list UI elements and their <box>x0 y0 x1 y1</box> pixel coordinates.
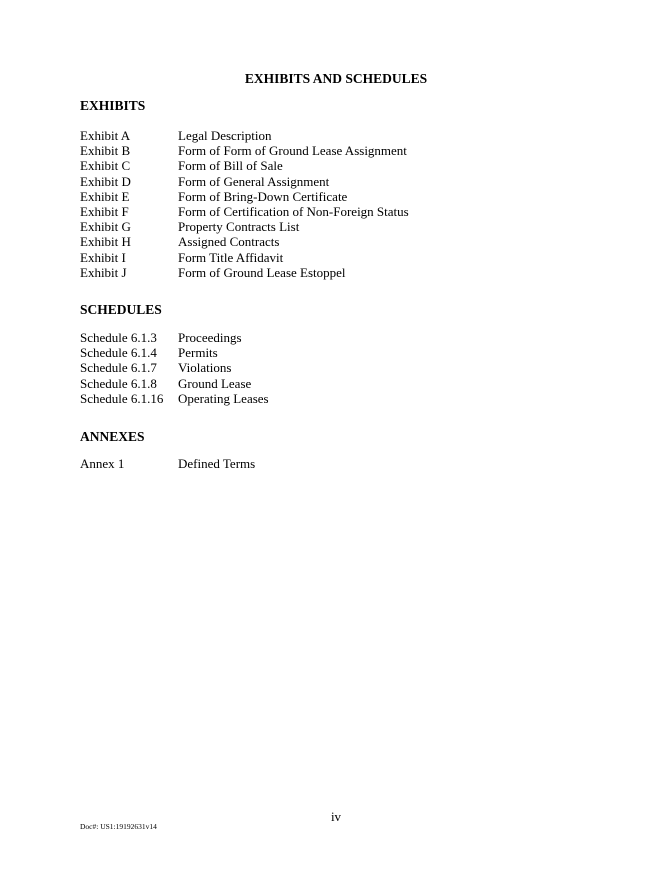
exhibit-row <box>80 250 409 265</box>
page-number: iv <box>330 809 342 824</box>
exhibit-row <box>80 174 409 189</box>
exhibit-row <box>80 189 409 204</box>
schedule-title: Violations <box>178 360 232 376</box>
exhibits-list <box>80 128 409 280</box>
schedule-row <box>80 376 269 391</box>
exhibit-title: Assigned Contracts <box>178 234 280 250</box>
schedule-title: Permits <box>178 345 218 361</box>
annex-row <box>80 456 255 471</box>
schedules-heading: SCHEDULES <box>80 302 162 317</box>
exhibits-heading: EXHIBITS <box>80 98 146 113</box>
exhibit-title: Form of Certification of Non-Foreign Status <box>178 203 409 219</box>
exhibit-title: Form Title Affidavit <box>178 249 284 265</box>
exhibit-label: Exhibit A <box>80 128 131 143</box>
annexes-list <box>80 456 255 471</box>
exhibit-title: Form of General Assignment <box>178 173 330 189</box>
exhibit-title: Form of Bill of Sale <box>178 158 283 174</box>
schedule-title: Operating Leases <box>178 390 269 406</box>
exhibit-label: Exhibit C <box>80 158 131 174</box>
schedule-row <box>80 330 269 345</box>
exhibit-label: Exhibit F <box>80 203 129 219</box>
exhibit-row <box>80 219 409 234</box>
exhibit-title: Form of Form of Ground Lease Assignment <box>178 143 407 159</box>
schedule-row <box>80 391 269 406</box>
schedule-title: Ground Lease <box>178 375 252 391</box>
exhibit-title: Form of Ground Lease Estoppel <box>178 264 346 280</box>
schedules-list <box>80 330 269 406</box>
schedule-row <box>80 345 269 360</box>
exhibit-title: Legal Description <box>178 128 272 143</box>
annex-title: Defined Terms <box>178 456 256 471</box>
annex-label: Annex 1 <box>80 456 125 471</box>
exhibit-title: Form of Bring-Down Certificate <box>178 188 348 204</box>
schedule-row <box>80 360 269 375</box>
schedule-label: Schedule 6.1.8 <box>80 375 157 391</box>
exhibit-row <box>80 158 409 173</box>
schedule-label: Schedule 6.1.7 <box>80 360 157 376</box>
exhibit-row <box>80 234 409 249</box>
exhibit-label: Exhibit E <box>80 188 130 204</box>
exhibit-label: Exhibit G <box>80 219 131 235</box>
exhibit-row <box>80 204 409 219</box>
exhibit-title: Property Contracts List <box>178 219 300 235</box>
exhibit-label: Exhibit B <box>80 143 131 159</box>
schedule-label: Schedule 6.1.16 <box>80 390 164 406</box>
exhibit-label: Exhibit D <box>80 173 131 189</box>
exhibit-row <box>80 128 409 143</box>
exhibit-label: Exhibit H <box>80 234 131 250</box>
document-id: Doc#: US1:19192631v14 <box>80 822 157 831</box>
annexes-heading: ANNEXES <box>80 429 145 444</box>
schedule-title: Proceedings <box>178 330 242 345</box>
schedule-label: Schedule 6.1.3 <box>80 330 157 345</box>
exhibit-label: Exhibit J <box>80 264 127 280</box>
exhibit-row <box>80 265 409 280</box>
exhibit-row <box>80 143 409 158</box>
schedule-label: Schedule 6.1.4 <box>80 345 157 361</box>
page-title: EXHIBITS AND SCHEDULES <box>244 71 428 86</box>
exhibit-label: Exhibit I <box>80 249 126 265</box>
